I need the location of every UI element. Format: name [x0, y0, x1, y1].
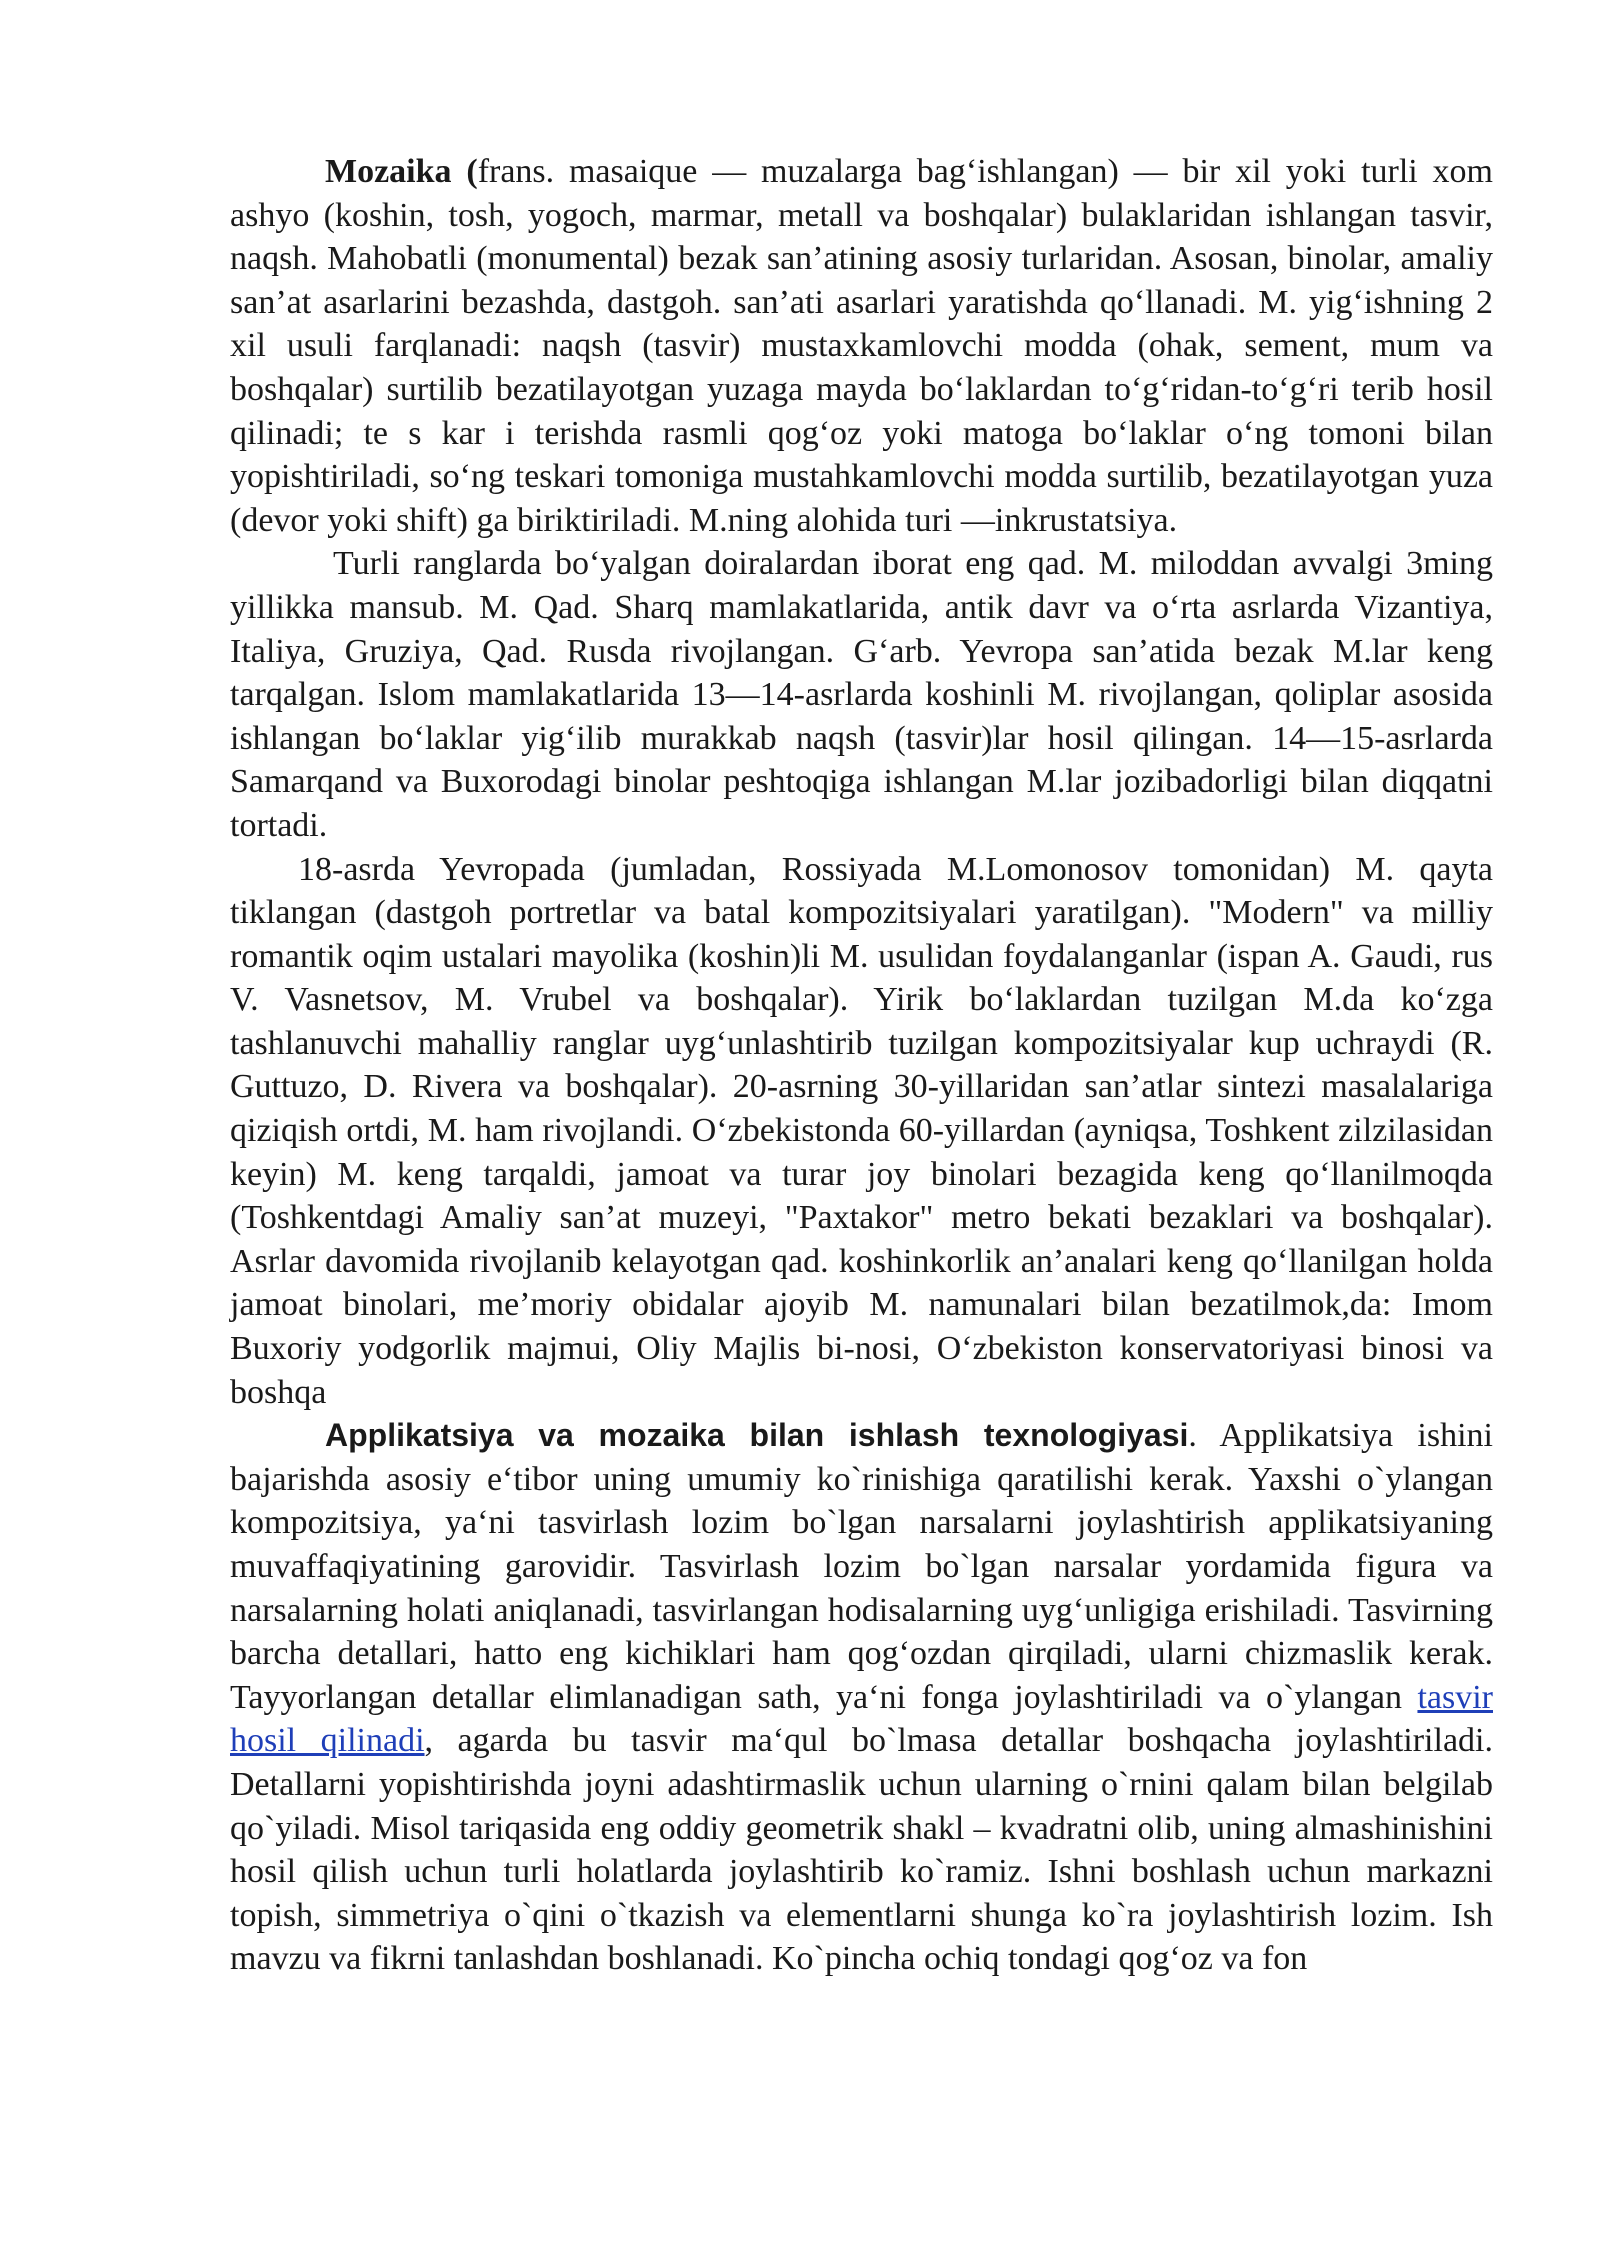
paragraph-technology	[230, 1414, 1493, 1981]
paragraph-text: frans. masaique — muzalarga bag‘ishlangan) — bir xil yoki turli xom ashyo (koshin, tosh, yogoch, marmar, metall va boshqalar) bulaklaridan ishlangan tasvir, naqsh. Mahobatli (monumental) bezak san’atining asosiy turlaridan. Asosan, binolar, amaliy san’at asarlarini bezashda, dastgoh. san’ati asarlari yaratishda qo‘llanadi. M. yig‘ishning 2 xil usuli farqlanadi: naqsh (tasvir) mustaxkamlovchi modda (ohak, sement, mum va boshqalar) surtilib bezatilayotgan yuzaga mayda bo‘laklardan to‘g‘ridan-to‘g‘ri terib hosil qilinadi; te s kar i terishda rasmli qog‘oz yoki matoga bo‘laklar o‘ng tomoni bilan yopishtiriladi, so‘ng teskari tomoniga mustahkamlovchi modda surtilib, bezatilayotgan yuza (devor yoki shift) ga biriktiriladi. M.ning alohida turi —inkrustatsiya.	[230, 153, 1493, 539]
section-heading: Applikatsiya va mozaika bilan ishlash texnologiyasi	[325, 1417, 1189, 1454]
paragraph-mozaika-definition	[230, 150, 1493, 542]
paragraph-text: Turli ranglarda bo‘yalgan doiralardan iborat eng qad. M. miloddan avvalgi 3ming yillikka mansub. M. Qad. Sharq mamlakatlarida, antik davr va o‘rta asrlarda Vizantiya, Italiya, Gruziya, Qad. Rusda rivojlangan. G‘arb. Yevropa san’atida bezak M.lar keng tarqalgan. Islom mamlakatlarida 13—14-asrlarda koshinli M. rivojlangan, qoliplar asosida ishlangan bo‘laklar yig‘ilib murakkab naqsh (tasvir)lar hosil qilingan. 14—15-asrlarda Samarqand va Buxorodagi binolar peshtoqiga ishlangan M.lar jozibadorligi bilan diqqatni tortadi.	[230, 545, 1493, 844]
paragraph-text: 18-asrda Yevropada (jumladan, Rossiyada M.Lomonosov tomonidan) M. qayta tiklangan (dastgoh portretlar va batal kompozitsiyalari yaratilgan). "Modern" va milliy romantik oqim ustalari mayolika (koshin)li M. usulidan foydalanganlar (ispan A. Gaudi, rus V. Vasnetsov, M. Vrubel va boshqalar). Yirik bo‘laklardan tuzilgan M.da ko‘zga tashlanuvchi mahalliy ranglar uyg‘unlashtirib tuzilgan kompozitsiyalar kup uchraydi (R. Guttuzo, D. Rivera va boshqalar). 20-asrning 30-yillaridan san’atlar sintezi masalalariga qiziqish ortdi, M. ham rivojlandi. O‘zbekistonda 60-yillardan (ayniqsa, Toshkent zilzilasidan keyin) M. keng tarqaldi, jamoat va turar joy binolari bezagida keng qo‘llanilmoqda (Toshkentdagi Amaliy san’at muzeyi, "Paxtakor" metro bekati bezaklari va boshqalar). Asrlar davomida rivojlanib kelayotgan qad. koshinkorlik an’analari keng qo‘llanilgan holda jamoat binolari, me’moriy obidalar ajoyib M. namunalari bilan bezatilmok,da: Imom Buxoriy yodgorlik majmui, Oliy Majlis bi-nosi, O‘zbekiston konservatoriyasi binosi va boshqa	[230, 850, 1493, 1411]
term-mozaika: Mozaika (	[325, 153, 478, 190]
paragraph-mozaika-history	[230, 542, 1493, 847]
tasvir-link[interactable]: tasvir hosil qilinadi	[230, 1678, 1493, 1760]
document-page	[230, 150, 1493, 1981]
paragraph-text: , agarda bu tasvir ma‘qul bo`lmasa detallar boshqacha joylashtiriladi. Detallarni yopishtirishda joyni adashtirmaslik uchun ularning o`rnini qalam bilan belgilab qo`yiladi. Misol tariqasida eng oddiy geometrik shakl – kvadratni olib, uning almashinishini hosil qilish uchun turli holatlarda joylashtirib ko`ramiz. Ishni boshlash uchun markazni topish, simmetriya o`qini o`tkazish va elementlarni shunga ko`ra joylashtirish lozim. Ish mavzu va fikrni tanlashdan boshlanadi. Ko`pincha ochiq tondagi qog‘oz va fon	[230, 1722, 1493, 1978]
paragraph-text: . Applikatsiya ishini bajarishda asosiy e‘tibor uning umumiy ko`rinishiga qaratilishi kerak. Yaxshi o`ylangan kompozitsiya, ya‘ni tasvirlash lozim bo`lgan narsalarni joylashtirish applikatsiyaning muvaffaqiyatining garovidir. Tasvirlash lozim bo`lgan narsalar yordamida figura va narsalarning holati aniqlanadi, tasvirlangan hodisalarning uyg‘unligiga erishiladi. Tasvirning barcha detallari, hatto eng kichiklari ham qog‘ozdan qirqiladi, ularni chizmaslik kerak. Tayyorlangan detallar elimlanadigan sath, ya‘ni fonga joylashtiriladi va o`ylangan	[230, 1417, 1493, 1716]
paragraph-mozaika-modern	[230, 848, 1493, 1415]
